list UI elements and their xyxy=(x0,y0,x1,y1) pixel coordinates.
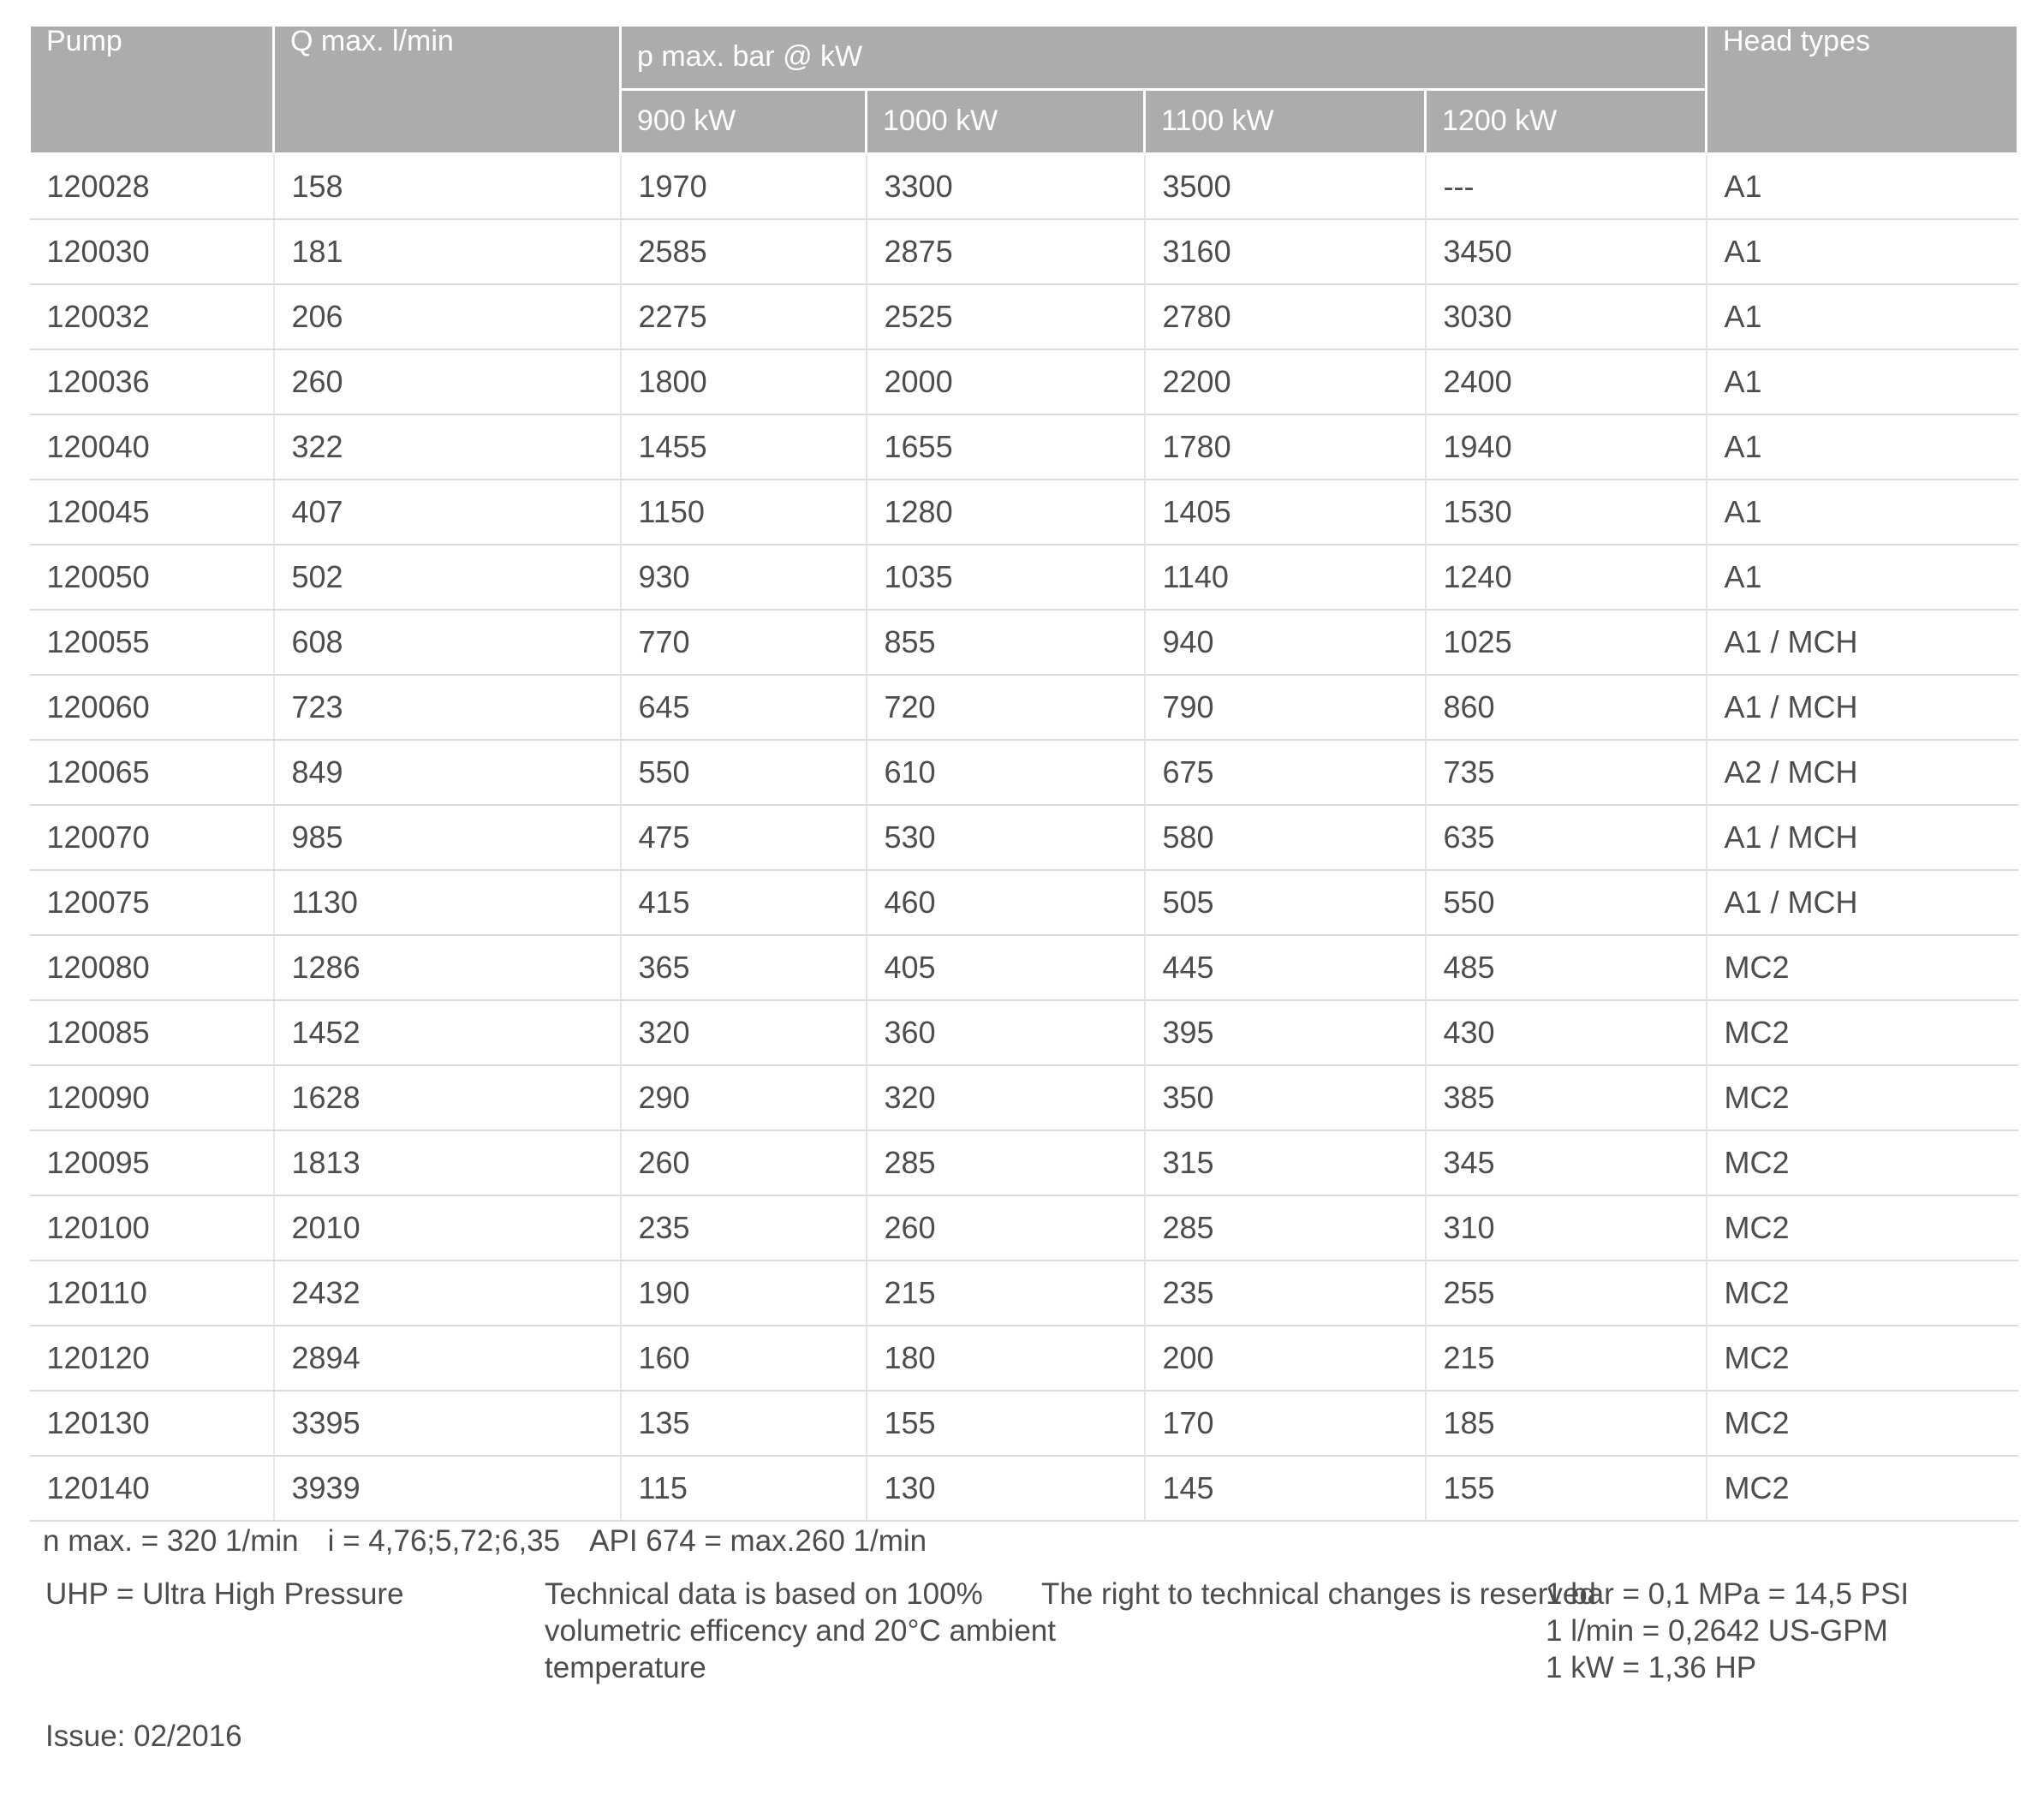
p-1000kw-cell: 405 xyxy=(867,935,1145,1000)
table-row xyxy=(30,870,2018,935)
p-1200kw-cell: 255 xyxy=(1426,1261,1707,1326)
p-1100kw-cell: 1405 xyxy=(1145,480,1426,545)
p-900kw-cell: 645 xyxy=(621,675,867,740)
head-type-cell: A2 / MCH xyxy=(1707,740,2018,805)
p-1100kw-cell: 940 xyxy=(1145,610,1426,675)
q-max-cell: 3939 xyxy=(274,1456,621,1521)
q-max-cell: 2432 xyxy=(274,1261,621,1326)
p-1200kw-cell: 430 xyxy=(1426,1000,1707,1065)
p-900kw-cell: 1455 xyxy=(621,414,867,480)
note-technical xyxy=(545,1576,1056,1686)
p-900kw-cell: 2585 xyxy=(621,219,867,284)
pump-id-cell: 120065 xyxy=(30,740,274,805)
pump-id-cell: 120085 xyxy=(30,1000,274,1065)
note-api-674: API 674 = max.260 1/min xyxy=(589,1524,927,1558)
p-900kw-cell: 115 xyxy=(621,1456,867,1521)
p-1000kw-cell: 360 xyxy=(867,1000,1145,1065)
p-1200kw-cell: 1240 xyxy=(1426,545,1707,610)
p-900kw-cell: 290 xyxy=(621,1065,867,1130)
pump-table-body xyxy=(30,154,2018,1521)
head-type-cell: MC2 xyxy=(1707,1391,2018,1456)
p-900kw-cell: 475 xyxy=(621,805,867,870)
head-type-cell: A1 xyxy=(1707,414,2018,480)
table-row xyxy=(30,414,2018,480)
p-1000kw-cell: 285 xyxy=(867,1130,1145,1195)
p-900kw-cell: 550 xyxy=(621,740,867,805)
p-900kw-cell: 135 xyxy=(621,1391,867,1456)
q-max-cell: 849 xyxy=(274,740,621,805)
head-type-cell: MC2 xyxy=(1707,1195,2018,1261)
table-row xyxy=(30,1456,2018,1521)
p-1100kw-cell: 3160 xyxy=(1145,219,1426,284)
note-technical-line1: Technical data is based on 100% xyxy=(545,1577,983,1611)
p-1200kw-cell: 1025 xyxy=(1426,610,1707,675)
pump-id-cell: 120130 xyxy=(30,1391,274,1456)
p-1100kw-cell: 675 xyxy=(1145,740,1426,805)
p-1000kw-cell: 460 xyxy=(867,870,1145,935)
pump-id-cell: 120045 xyxy=(30,480,274,545)
p-900kw-cell: 190 xyxy=(621,1261,867,1326)
p-1000kw-cell: 1655 xyxy=(867,414,1145,480)
q-max-cell: 1813 xyxy=(274,1130,621,1195)
head-type-cell: A1 / MCH xyxy=(1707,610,2018,675)
pump-id-cell: 120055 xyxy=(30,610,274,675)
q-max-cell: 3395 xyxy=(274,1391,621,1456)
p-900kw-cell: 260 xyxy=(621,1130,867,1195)
table-row xyxy=(30,935,2018,1000)
head-type-cell: A1 xyxy=(1707,480,2018,545)
p-1100kw-cell: 350 xyxy=(1145,1065,1426,1130)
p-1200kw-cell: 635 xyxy=(1426,805,1707,870)
issue-label: Issue: 02/2016 xyxy=(45,1719,242,1753)
p-1000kw-cell: 320 xyxy=(867,1065,1145,1130)
table-row xyxy=(30,219,2018,284)
p-900kw-cell: 1150 xyxy=(621,480,867,545)
pump-id-cell: 120070 xyxy=(30,805,274,870)
head-type-cell: A1 xyxy=(1707,284,2018,349)
q-max-cell: 1628 xyxy=(274,1065,621,1130)
p-1100kw-cell: 315 xyxy=(1145,1130,1426,1195)
table-row xyxy=(30,480,2018,545)
p-1000kw-cell: 1035 xyxy=(867,545,1145,610)
pump-id-cell: 120028 xyxy=(30,154,274,219)
p-1100kw-cell: 285 xyxy=(1145,1195,1426,1261)
p-900kw-cell: 415 xyxy=(621,870,867,935)
column-header-900kw: 900 kW xyxy=(621,90,867,154)
head-type-cell: A1 xyxy=(1707,349,2018,414)
p-900kw-cell: 2275 xyxy=(621,284,867,349)
p-1200kw-cell: 860 xyxy=(1426,675,1707,740)
head-type-cell: MC2 xyxy=(1707,1261,2018,1326)
q-max-cell: 985 xyxy=(274,805,621,870)
column-header-1200kw: 1200 kW xyxy=(1426,90,1707,154)
p-1100kw-cell: 2200 xyxy=(1145,349,1426,414)
p-900kw-cell: 235 xyxy=(621,1195,867,1261)
table-row xyxy=(30,284,2018,349)
table-row xyxy=(30,740,2018,805)
pump-id-cell: 120120 xyxy=(30,1326,274,1391)
p-1200kw-cell: 185 xyxy=(1426,1391,1707,1456)
pump-id-cell: 120030 xyxy=(30,219,274,284)
p-1000kw-cell: 2000 xyxy=(867,349,1145,414)
table-row xyxy=(30,349,2018,414)
p-1000kw-cell: 260 xyxy=(867,1195,1145,1261)
p-1100kw-cell: 235 xyxy=(1145,1261,1426,1326)
p-1100kw-cell: 3500 xyxy=(1145,154,1426,219)
table-row xyxy=(30,1326,2018,1391)
q-max-cell: 1286 xyxy=(274,935,621,1000)
q-max-cell: 181 xyxy=(274,219,621,284)
p-1000kw-cell: 215 xyxy=(867,1261,1145,1326)
pump-id-cell: 120050 xyxy=(30,545,274,610)
pump-id-cell: 120036 xyxy=(30,349,274,414)
p-1100kw-cell: 1780 xyxy=(1145,414,1426,480)
p-1000kw-cell: 855 xyxy=(867,610,1145,675)
p-1200kw-cell: 155 xyxy=(1426,1456,1707,1521)
p-1100kw-cell: 2780 xyxy=(1145,284,1426,349)
table-row xyxy=(30,1065,2018,1130)
p-1200kw-cell: 385 xyxy=(1426,1065,1707,1130)
q-max-cell: 322 xyxy=(274,414,621,480)
q-max-cell: 158 xyxy=(274,154,621,219)
column-header-1100kw: 1100 kW xyxy=(1145,90,1426,154)
note-technical-line2: volumetric efficency and 20°C ambient xyxy=(545,1614,1056,1648)
head-type-cell: A1 / MCH xyxy=(1707,805,2018,870)
table-row xyxy=(30,1195,2018,1261)
p-1200kw-cell: 1530 xyxy=(1426,480,1707,545)
pump-id-cell: 120140 xyxy=(30,1456,274,1521)
header-row-top xyxy=(30,26,2018,90)
pump-id-cell: 120060 xyxy=(30,675,274,740)
p-1200kw-cell: 735 xyxy=(1426,740,1707,805)
q-max-cell: 260 xyxy=(274,349,621,414)
q-max-cell: 723 xyxy=(274,675,621,740)
head-type-cell: A1 xyxy=(1707,545,2018,610)
q-max-cell: 1130 xyxy=(274,870,621,935)
p-900kw-cell: 365 xyxy=(621,935,867,1000)
head-type-cell: MC2 xyxy=(1707,1130,2018,1195)
p-900kw-cell: 1970 xyxy=(621,154,867,219)
p-1000kw-cell: 2875 xyxy=(867,219,1145,284)
p-1200kw-cell: 215 xyxy=(1426,1326,1707,1391)
p-1100kw-cell: 395 xyxy=(1145,1000,1426,1065)
note-n-max: n max. = 320 1/min xyxy=(43,1524,299,1558)
head-type-cell: MC2 xyxy=(1707,1326,2018,1391)
p-1000kw-cell: 720 xyxy=(867,675,1145,740)
pump-id-cell: 120032 xyxy=(30,284,274,349)
p-1000kw-cell: 610 xyxy=(867,740,1145,805)
table-row xyxy=(30,1000,2018,1065)
p-1000kw-cell: 2525 xyxy=(867,284,1145,349)
p-1200kw-cell: 485 xyxy=(1426,935,1707,1000)
head-type-cell: A1 xyxy=(1707,154,2018,219)
p-900kw-cell: 770 xyxy=(621,610,867,675)
table-row xyxy=(30,1391,2018,1456)
p-1100kw-cell: 505 xyxy=(1145,870,1426,935)
q-max-cell: 2894 xyxy=(274,1326,621,1391)
note-uhp: UHP = Ultra High Pressure xyxy=(45,1577,404,1611)
p-1000kw-cell: 180 xyxy=(867,1326,1145,1391)
pump-id-cell: 120090 xyxy=(30,1065,274,1130)
p-1100kw-cell: 145 xyxy=(1145,1456,1426,1521)
p-1000kw-cell: 530 xyxy=(867,805,1145,870)
head-type-cell: A1 xyxy=(1707,219,2018,284)
q-max-cell: 608 xyxy=(274,610,621,675)
table-row xyxy=(30,1130,2018,1195)
table-row xyxy=(30,805,2018,870)
pump-id-cell: 120040 xyxy=(30,414,274,480)
p-1100kw-cell: 790 xyxy=(1145,675,1426,740)
column-header-q-max: Q max. l/min xyxy=(274,26,621,154)
pump-id-cell: 120075 xyxy=(30,870,274,935)
head-type-cell: MC2 xyxy=(1707,1456,2018,1521)
p-900kw-cell: 1800 xyxy=(621,349,867,414)
p-1100kw-cell: 1140 xyxy=(1145,545,1426,610)
pump-id-cell: 120095 xyxy=(30,1130,274,1195)
q-max-cell: 206 xyxy=(274,284,621,349)
note-i-ratios: i = 4,76;5,72;6,35 xyxy=(327,1524,561,1558)
column-header-p-max-group: p max. bar @ kW xyxy=(621,26,1707,90)
p-1200kw-cell: --- xyxy=(1426,154,1707,219)
q-max-cell: 407 xyxy=(274,480,621,545)
p-900kw-cell: 160 xyxy=(621,1326,867,1391)
note-conversions xyxy=(1546,1576,1909,1686)
p-1000kw-cell: 1280 xyxy=(867,480,1145,545)
p-1100kw-cell: 200 xyxy=(1145,1326,1426,1391)
p-1100kw-cell: 445 xyxy=(1145,935,1426,1000)
p-1000kw-cell: 130 xyxy=(867,1456,1145,1521)
q-max-cell: 502 xyxy=(274,545,621,610)
pump-spec-table xyxy=(28,24,2019,1522)
p-1200kw-cell: 3030 xyxy=(1426,284,1707,349)
conversion-lmin: 1 l/min = 0,2642 US-GPM xyxy=(1546,1614,1888,1648)
q-max-cell: 2010 xyxy=(274,1195,621,1261)
conversion-kw: 1 kW = 1,36 HP xyxy=(1546,1651,1757,1684)
head-type-cell: MC2 xyxy=(1707,935,2018,1000)
p-1200kw-cell: 310 xyxy=(1426,1195,1707,1261)
head-type-cell: MC2 xyxy=(1707,1065,2018,1130)
p-1000kw-cell: 155 xyxy=(867,1391,1145,1456)
head-type-cell: A1 / MCH xyxy=(1707,675,2018,740)
pump-id-cell: 120100 xyxy=(30,1195,274,1261)
p-1200kw-cell: 550 xyxy=(1426,870,1707,935)
column-header-1000kw: 1000 kW xyxy=(867,90,1145,154)
p-1200kw-cell: 2400 xyxy=(1426,349,1707,414)
p-1100kw-cell: 580 xyxy=(1145,805,1426,870)
table-row xyxy=(30,610,2018,675)
p-1200kw-cell: 345 xyxy=(1426,1130,1707,1195)
head-type-cell: A1 / MCH xyxy=(1707,870,2018,935)
p-1100kw-cell: 170 xyxy=(1145,1391,1426,1456)
column-header-head-types: Head types xyxy=(1707,26,2018,154)
table-row xyxy=(30,675,2018,740)
table-row xyxy=(30,1261,2018,1326)
pump-id-cell: 120080 xyxy=(30,935,274,1000)
note-rights: The right to technical changes is reserved xyxy=(1041,1577,1596,1611)
p-1200kw-cell: 3450 xyxy=(1426,219,1707,284)
q-max-cell: 1452 xyxy=(274,1000,621,1065)
head-type-cell: MC2 xyxy=(1707,1000,2018,1065)
column-header-pump: Pump xyxy=(30,26,274,154)
pump-id-cell: 120110 xyxy=(30,1261,274,1326)
table-row xyxy=(30,154,2018,219)
p-1000kw-cell: 3300 xyxy=(867,154,1145,219)
spec-notes-row xyxy=(43,1523,927,1559)
p-900kw-cell: 930 xyxy=(621,545,867,610)
p-1200kw-cell: 1940 xyxy=(1426,414,1707,480)
note-technical-line3: temperature xyxy=(545,1651,706,1684)
table-row xyxy=(30,545,2018,610)
p-900kw-cell: 320 xyxy=(621,1000,867,1065)
conversion-bar: 1 bar = 0,1 MPa = 14,5 PSI xyxy=(1546,1577,1910,1611)
table-header xyxy=(30,26,2018,154)
